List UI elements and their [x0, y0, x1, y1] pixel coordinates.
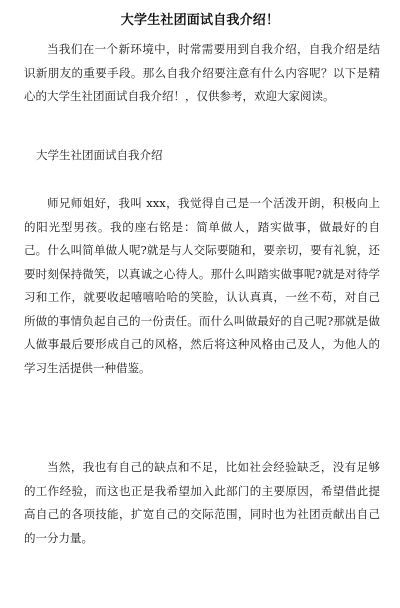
closing-paragraph: 当然，我也有自己的缺点和不足，比如社会经验缺乏，没有足够的工作经验，而这也正是我希望加入此部门的主要原因，希望借此提高自己的各项技能，扩宽自己的交际范围，同时也为社团贡献出自己的一分力量。 [24, 460, 380, 545]
intro-paragraph: 当我们在一个新环境中，时常需要用到自我介绍，自我介绍是结识新朋友的重要手段。那么自我介绍要注意有什么内容呢？以下是精心的大学生社团面试自我介绍！，仅供参考，欢迎大家阅读。 [24, 42, 380, 103]
section-heading: 大学生社团面试自我介绍 [36, 148, 163, 162]
document-title: 大学生社团面试自我介绍！ [120, 13, 280, 28]
self-intro-paragraph: 师兄师姐好，我叫 xxx，我觉得自己是一个活泼开朗，积极向上的阳光型男孩。我的座右铭是：简单做人，踏实做事，做最好的自己。什么叫简单做人呢?就是与人交际要随和，要亲切，要有礼貌，还要时刻保持微笑，以真诚之心待人。那什么叫踏实做事呢?就是对待学习和工作，就要收起嘻嘻哈哈的笑脸，认认真真，一丝不苟，对自己所做的事情负起自己的一份责任。而什么叫做最好的自己呢?那就是做人做事最后要形成自己的风格，然后将这种风格由己及人，为他人的学习生活提供一种借鉴。 [24, 196, 380, 375]
